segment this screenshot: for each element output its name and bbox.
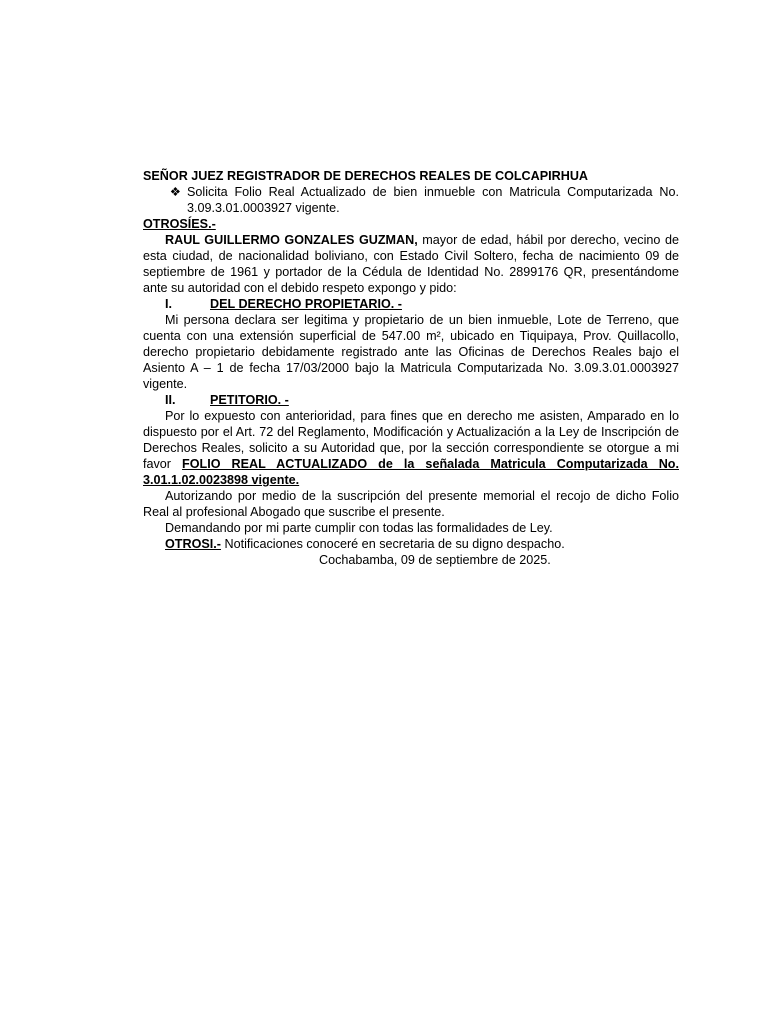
otrosi-paragraph: [143, 536, 679, 552]
section-1-number: I.: [165, 297, 172, 311]
authorization-paragraph: Autorizando por medio de la suscripción del presente memorial el recojo de dicho Folio Real al profesional Abogado que suscribe el presente.: [143, 489, 679, 519]
otrosi-label: OTROSI.-: [165, 537, 221, 551]
closing-place-date: Cochabamba, 09 de septiembre de 2025.: [319, 553, 551, 567]
section-1-paragraph: Mi persona declara ser legitima y propietario de un bien inmueble, Lote de Terreno, que cuenta con una extensión superficial de 547.00 m², ubicado en Tiquipaya, Prov. Quillacollo, derecho propietario debidamente registrado ante las Oficinas de Derechos Reales bajo el Asiento A – 1 de fecha 17/03/2000 bajo la Matricula Computarizada No. 3.09.3.01.0003927 vigente.: [143, 313, 679, 391]
section-2-title: PETITORIO. -: [210, 393, 289, 407]
section-2-heading: [143, 392, 679, 408]
petitioner-name: RAUL GUILLERMO GONZALES GUZMAN,: [165, 233, 418, 247]
request-summary: [143, 184, 679, 216]
section-2-paragraph: [143, 408, 679, 488]
section-2-text: Por lo expuesto con anterioridad, para fines que en derecho me asisten, Amparado en lo dispuesto por el Art. 72 del Reglamento, Modificación y Actualización a la Ley de Inscripción de Derechos Reales, solicito a su Autoridad que, por la sección correspondiente se otorgue a mi favor: [143, 409, 679, 471]
folio-request-emphasis: FOLIO REAL ACTUALIZADO de la señalada Matricula Computarizada No. 3.01.1.02.0023898 vigente.: [143, 457, 679, 487]
intro-text: mayor de edad, hábil por derecho, vecino de esta ciudad, de nacionalidad boliviano, con Estado Civil Soltero, fecha de nacimiento 09 de septiembre de 1961 y portador de la Cédula de Identidad No. 2899176 QR, presentándome ante su autoridad con el debido respeto expongo y pido:: [143, 233, 679, 295]
document-title: SEÑOR JUEZ REGISTRADOR DE DERECHOS REALES DE COLCAPIRHUA: [143, 169, 589, 183]
section-1-title: DEL DERECHO PROPIETARIO. -: [210, 297, 402, 311]
legal-document: [143, 168, 679, 568]
otrosies-heading: OTROSÍES.-: [143, 217, 216, 231]
section-2-number: II.: [165, 393, 176, 407]
request-summary-text: Solicita Folio Real Actualizado de bien inmueble con Matricula Computarizada No. 3.09.3.01.0003927 vigente.: [187, 185, 679, 215]
section-1-heading: [143, 296, 679, 312]
demand-paragraph: Demandando por mi parte cumplir con todas las formalidades de Ley.: [165, 521, 553, 535]
otrosi-text: Notificaciones conoceré en secretaria de su digno despacho.: [220, 537, 565, 551]
diamond-bullet-icon: ❖: [169, 185, 181, 199]
intro-paragraph: [143, 232, 679, 296]
